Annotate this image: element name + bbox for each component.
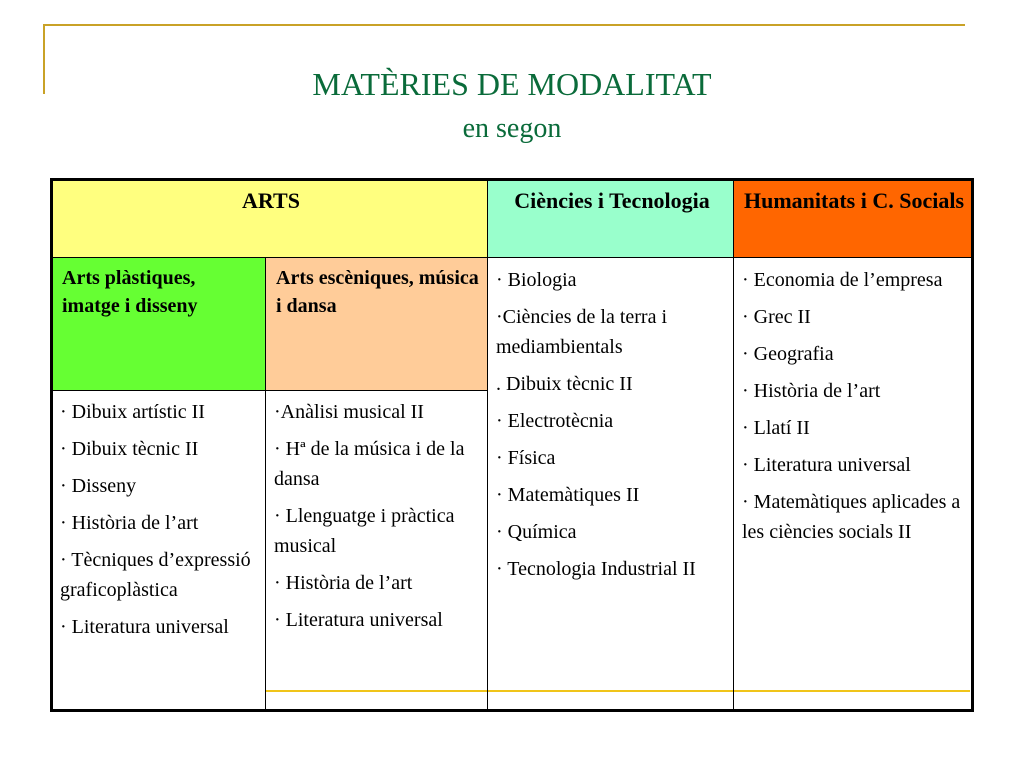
list-arts-esceniques bbox=[266, 392, 488, 692]
list-item: · Llenguatge i pràctica musical bbox=[274, 505, 455, 557]
list-item: · Hª de la música i de la dansa bbox=[274, 438, 465, 490]
list-item: · Història de l’art bbox=[274, 572, 413, 594]
header-arts: ARTS bbox=[52, 180, 488, 258]
list-item: · Grec II bbox=[742, 306, 811, 328]
table-border-right bbox=[971, 178, 974, 712]
list-item: · Matemàtiques aplicades a les ciències socials II bbox=[742, 491, 961, 543]
accent-line bbox=[266, 690, 970, 692]
header-humanitats: Humanitats i C. Socials bbox=[734, 180, 972, 258]
subheader-arts-plastiques: Arts plàstiques, imatge i disseny bbox=[52, 258, 266, 390]
table-border-top bbox=[50, 178, 974, 181]
table-divider-subheader bbox=[50, 390, 488, 391]
list-item: ·Ciències de la terra i mediambientals bbox=[496, 306, 668, 358]
list-item: · Matemàtiques II bbox=[496, 484, 640, 506]
table-divider-humanitats bbox=[733, 180, 734, 710]
list-item: · Electrotècnia bbox=[496, 410, 614, 432]
decorative-horizontal-line bbox=[43, 24, 965, 26]
list-arts-plastiques bbox=[52, 392, 266, 710]
table-divider-arts bbox=[265, 258, 266, 710]
list-item: · Geografia bbox=[742, 343, 834, 365]
list-item: · Llatí II bbox=[742, 417, 810, 439]
list-item: · Història de l’art bbox=[60, 512, 199, 534]
slide-subtitle: en segon bbox=[462, 113, 562, 144]
slide-title: MATÈRIES DE MODALITAT bbox=[312, 66, 712, 102]
table-border-left bbox=[50, 178, 53, 712]
list-item: · Literatura universal bbox=[274, 609, 443, 631]
list-humanitats bbox=[734, 260, 972, 690]
list-item: · Economia de l’empresa bbox=[742, 269, 943, 291]
list-item: · Biologia bbox=[496, 269, 577, 291]
table-divider-ciencies bbox=[487, 180, 488, 710]
list-item: · Disseny bbox=[60, 475, 137, 497]
list-item: · Química bbox=[496, 521, 577, 543]
list-item: · Física bbox=[496, 447, 556, 469]
table-divider-header bbox=[50, 257, 974, 258]
list-item: · Tecnologia Industrial II bbox=[496, 558, 696, 580]
list-item: · Dibuix artístic II bbox=[60, 401, 205, 423]
list-item: ·Anàlisi musical II bbox=[274, 401, 424, 423]
list-item: · Història de l’art bbox=[742, 380, 881, 402]
table-border-bottom bbox=[50, 709, 974, 712]
list-item: . Dibuix tècnic II bbox=[496, 373, 633, 395]
list-item: · Literatura universal bbox=[742, 454, 911, 476]
list-item: · Dibuix tècnic II bbox=[60, 438, 199, 460]
list-ciencies bbox=[488, 260, 734, 690]
header-ciencies: Ciències i Tecnologia bbox=[488, 180, 734, 258]
subheader-arts-esceniques: Arts escèniques, música i dansa bbox=[266, 258, 488, 390]
list-item: · Tècniques d’expressió graficoplàstica bbox=[60, 549, 251, 601]
list-item: · Literatura universal bbox=[60, 616, 229, 638]
